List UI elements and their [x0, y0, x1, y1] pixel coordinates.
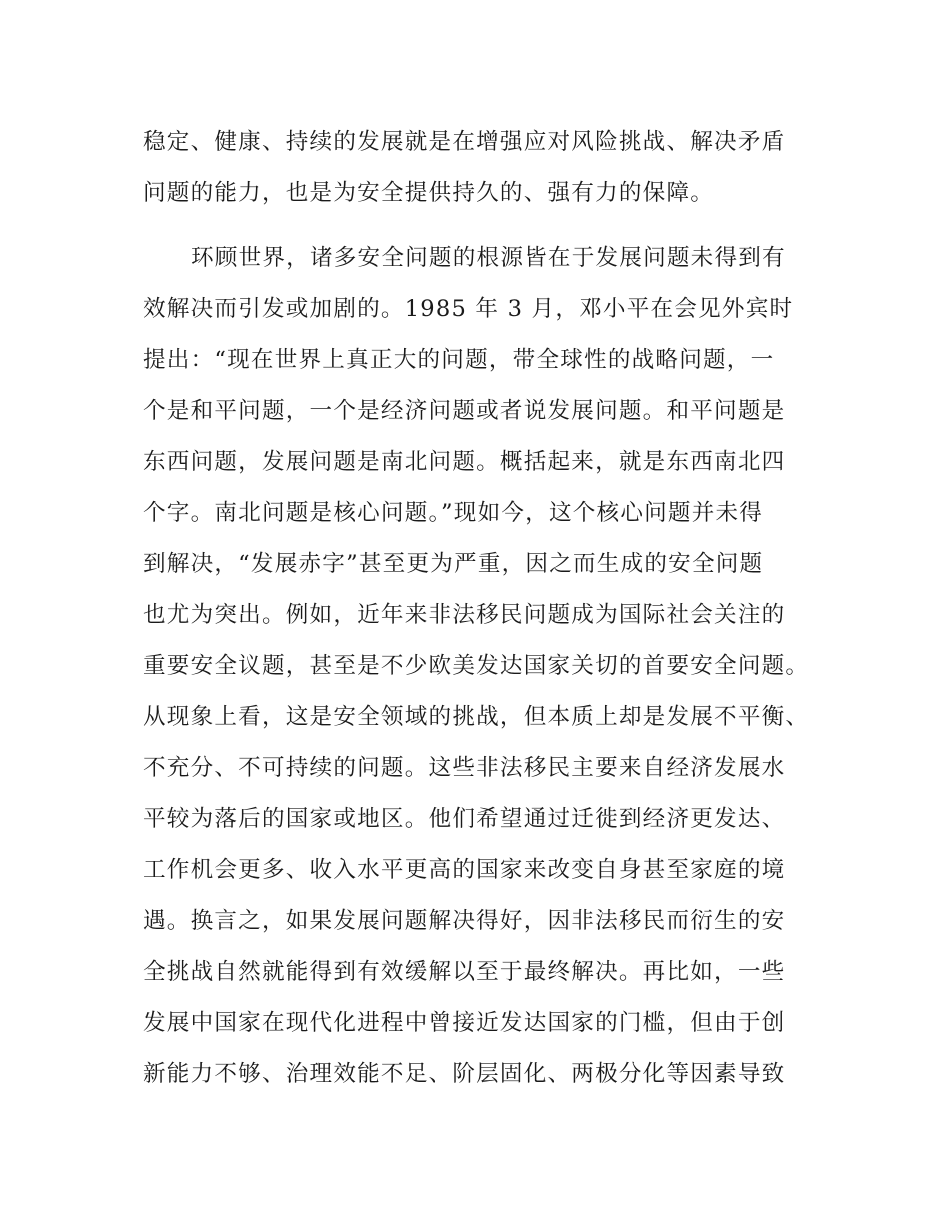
text-line-18: 发展中国家在现代化进程中曾接近发达国家的门槛，但由于创 — [143, 1010, 786, 1036]
text-line-19: 新能力不够、治理效能不足、阶层固化、两极分化等因素导致 — [143, 1061, 786, 1087]
text-line-1: 稳定、健康、持续的发展就是在增强应对风险挑战、解决矛盾 — [143, 129, 786, 155]
text-line-10: 也尤为突出。例如，近年来非法移民问题成为国际社会关注的 — [143, 602, 786, 628]
text-line-6: 个是和平问题，一个是经济问题或者说发展问题。和平问题是 — [143, 398, 786, 424]
text-line-13: 不充分、不可持续的问题。这些非法移民主要来自经济发展水 — [143, 755, 786, 781]
text-line-5: 提出：“现在世界上真正大的问题，带全球性的战略问题，一 — [143, 347, 775, 373]
text-line-15: 工作机会更多、收入水平更高的国家来改变自身甚至家庭的境 — [143, 857, 786, 883]
text-line-12: 从现象上看，这是安全领域的挑战，但本质上却是发展不平衡、 — [143, 704, 810, 730]
text-line-7: 东西问题，发展问题是南北问题。概括起来，就是东西南北四 — [143, 449, 786, 475]
text-line-11: 重要安全议题，甚至是不少欧美发达国家关切的首要安全问题。 — [143, 653, 810, 679]
text-line-9: 到解决，“发展赤字”甚至更为严重，因之而生成的安全问题 — [143, 551, 764, 577]
text-line-4: 效解决而引发或加剧的。1985 年 3 月，邓小平在会见外宾时 — [143, 296, 794, 322]
text-line-16: 遇。换言之，如果发展问题解决得好，因非法移民而衍生的安 — [143, 908, 786, 934]
paragraph-first-line: 环顾世界，诸多安全问题的根源皆在于发展问题未得到有 — [191, 245, 786, 271]
text-line-2: 问题的能力，也是为安全提供持久的、强有力的保障。 — [143, 180, 715, 206]
text-line-17: 全挑战自然就能得到有效缓解以至于最终解决。再比如，一些 — [143, 959, 786, 985]
text-line-8: 个字。南北问题是核心问题。”现如今，这个核心问题并未得 — [143, 500, 764, 526]
text-line-14: 平较为落后的国家或地区。他们希望通过迁徙到经济更发达、 — [143, 806, 786, 832]
